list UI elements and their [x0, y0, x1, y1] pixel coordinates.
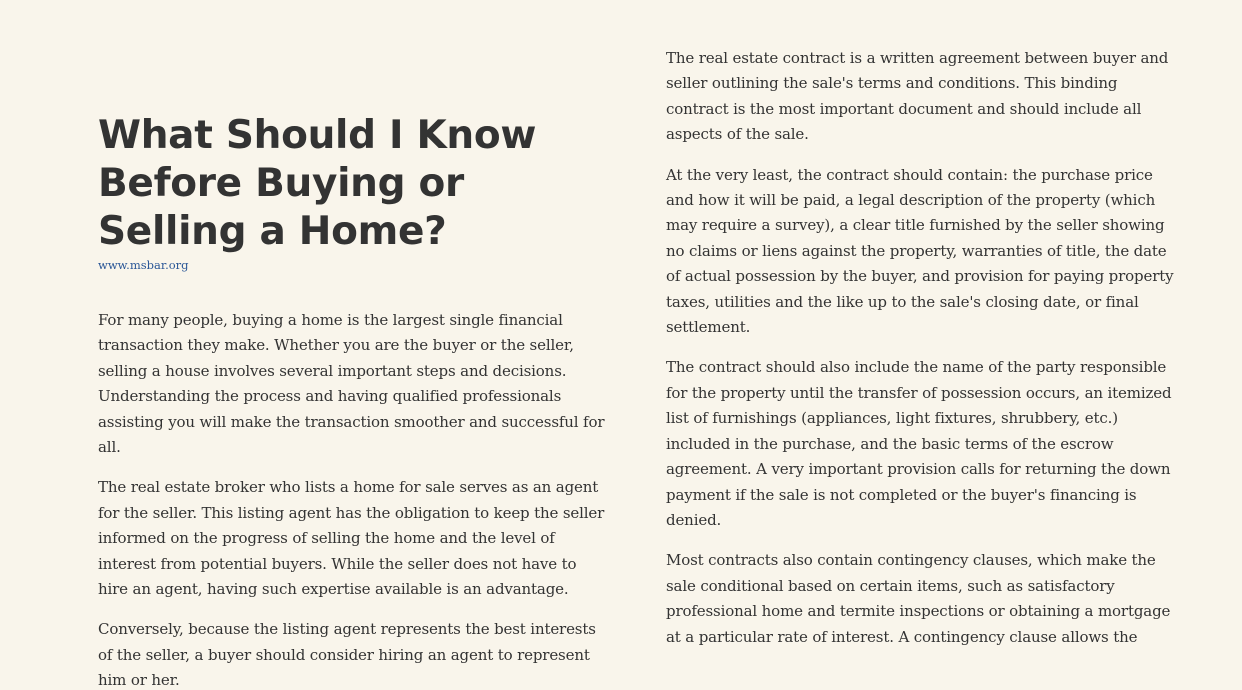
right-column	[666, 46, 1178, 665]
page-title: What Should I Know Before Buying or Selling a Home?	[98, 113, 537, 254]
paragraph: Conversely, because the listing agent represents the best interests of the seller, a buyer should consider hiring an agent to represent him or her.	[98, 620, 596, 690]
paragraph: At the very least, the contract should contain: the purchase price and how it will be paid, a legal description of the property (which may require a survey), a clear title furnished by the seller showing no claims or liens against the property, warranties of title, the date of actual possession by the buyer, and provision for paying property taxes, utilities and the like up to the sale's closing date, or final settlement.	[666, 165, 1174, 337]
paragraph: The real estate broker who lists a home for sale serves as an agent for the seller. This listing agent has the obligation to keep the seller informed on the progress of selling the home and the level of interest from potential buyers. While the seller does not have to hire an agent, having such expertise available is an advantage.	[98, 478, 605, 599]
paragraph: The real estate contract is a written agreement between buyer and seller outlining the sale's terms and conditions. This binding contract is the most important document and should include all aspects of the sale.	[666, 49, 1169, 144]
paragraph: Most contracts also contain contingency clauses, which make the sale conditional based on certain items, such as satisfactory professional home and termite inspections or obtaining a mortgage at a particular rate of interest. A contingency clause allows the	[666, 551, 1171, 646]
paragraph: For many people, buying a home is the largest single financial transaction they make. Whether you are the buyer or the seller, selling a house involves several important steps and decisions. Understanding the process and having qualified professionals assisting you will make the transaction smoother and successful for all.	[98, 311, 605, 457]
paragraph: The contract should also include the name of the party responsible for the property until the transfer of possession occurs, an itemized list of furnishings (appliances, light fixtures, shrubbery, etc.) included in the purchase, and the basic terms of the escrow agreement. A very important provision calls for returning the down payment if the sale is not completed or the buyer's financing is denied.	[666, 358, 1172, 529]
source-link[interactable]: www.msbar.org	[98, 258, 189, 272]
left-column	[98, 112, 610, 690]
